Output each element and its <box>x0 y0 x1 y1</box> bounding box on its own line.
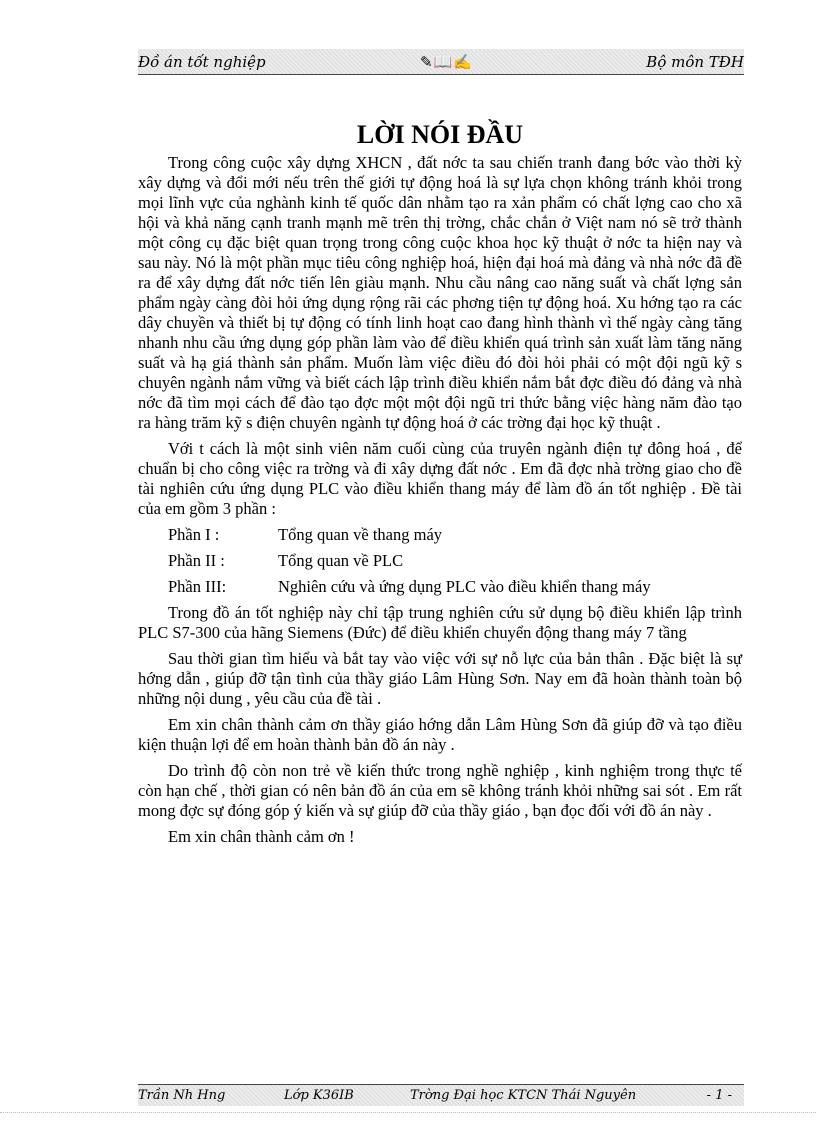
part-label: Phần II : <box>168 551 225 570</box>
paragraph: Trong đồ án tốt nghiệp này chỉ tập trung nghiên cứu sử dụng bộ điều khiển lập trình PLC S7-300 của hãng Siemens (Đức) để điều khiển chuyển động thang máy 7 tầng <box>138 603 742 642</box>
header-right-text: Bộ môn TĐH <box>646 53 744 71</box>
document-body <box>138 120 742 853</box>
closing-line: Em xin chân thành cảm ơn ! <box>168 827 355 846</box>
footer-class: Lớp K36IB <box>284 1088 354 1103</box>
part-item <box>138 525 742 545</box>
book-ornament-icon: ✎📖✍ <box>420 53 473 71</box>
paragraph: Với t cách là một sinh viên năm cuối cùng của truyên ngành điện tự đông hoá , để chuẩn bị cho công việc ra trờng và đi xây dựng đất nớc . Em đã đợc nhà trờng giao cho đề tài nghiên cứu ứng dụng PLC vào điều khiển thang máy để làm đồ án tốt nghiệp . Đề tài của em gồm 3 phần : <box>138 439 742 518</box>
paragraph: Trong công cuộc xây dựng XHCN , đất nớc ta sau chiến tranh đang bớc vào thời kỳ xây dựng và đổi mới nếu trên thế giới tự động hoá là sự lựa chọn không tránh khỏi trong mọi lĩnh vực của nghành kinh tế quốc dân nhằm tạo ra xản phẩm có chất lợng cao cho xã hội và khả năng cạnh tranh mạnh mẽ trên thị trờng, chắc chắn ở Việt nam nó sẽ trở thành một công cụ đặc biệt quan trọng trong công cuộc khoa học kỹ thuật ở nớc ta hiện nay và sau này. Nó là một phần mục tiêu công nghiệp hoá, hiện đại hoá mà đảng và nhà nớc đã đề ra để xây dựng đất nớc tiến lên giàu mạnh. Nhu cầu nâng cao năng suất và chất lợng sản phẩm ngày càng đòi hỏi ứng dụng rộng rãi các phơng tiện tự động hoá. Xu hớng tạo ra các dây chuyền và thiết bị tự động có tính linh hoạt cao đang hình thành vì thế ngày càng tăng nhanh nhu cầu ứng dụng góp phần làm vào để điều khiển quá trình sản xuất làm tăng năng suất và hạ giá thành sản phẩm. Muốn làm việc điều đó đòi hỏi phải có một đội ngũ kỹ s chuyên ngành nắm vững và biết cách lập trình điều khiển nắm bắt đợc điều đó đảng và nhà nớc đã tìm mọi cách để đào tạo đợc một một đội ngũ tri thức bằng việc hàng năm đào tạo ra hàng trăm kỹ s điện chuyên ngành tự động hoá ở các trờng đại học kỹ thuật . <box>138 153 742 432</box>
page-title: LỜI NÓI ĐẦU <box>356 120 524 149</box>
part-item <box>138 551 742 571</box>
paragraph: Sau thời gian tìm hiểu và bắt tay vào việc với sự nỗ lực của bản thân . Đặc biệt là sự hớng dẫn , giúp đỡ tận tình của thầy giáo Lâm Hùng Sơn. Nay em đã hoàn thành toàn bộ những nội dung , yêu cầu của đề tài . <box>138 649 742 708</box>
page-header <box>138 49 744 75</box>
page-footer <box>138 1084 744 1106</box>
header-left-text: Đồ án tốt nghiệp <box>138 53 266 71</box>
footer-school: Trờng Đại học KTCN Thái Nguyên <box>410 1088 637 1103</box>
part-text: Nghiên cứu và ứng dụng PLC vào điều khiển thang máy <box>278 577 651 596</box>
part-text: Tổng quan về thang máy <box>278 525 443 544</box>
footer-author: Trần Nh Hng <box>138 1088 226 1103</box>
paragraph: Em xin chân thành cảm ơn thầy giáo hớng dẫn Lâm Hùng Sơn đã giúp đỡ và tạo điều kiện thuận lợi để em hoàn thành bản đồ án này . <box>138 715 742 754</box>
part-label: Phần III: <box>168 577 227 596</box>
part-label: Phần I : <box>168 525 220 544</box>
footer-page-number: - 1 - <box>706 1088 732 1103</box>
paragraph: Do trình độ còn non trẻ về kiến thức trong nghề nghiệp , kinh nghiệm trong thực tế còn hạn chế , thời gian có nên bản đồ án của em sẽ không tránh khỏi những sai sót . Em rất mong đợc sự đóng góp ý kiến và sự giúp đỡ của thầy giáo , bạn đọc đối với đồ án này . <box>138 761 742 820</box>
part-item <box>138 577 742 597</box>
part-text: Tổng quan về PLC <box>278 551 404 570</box>
page-divider <box>0 1112 816 1113</box>
